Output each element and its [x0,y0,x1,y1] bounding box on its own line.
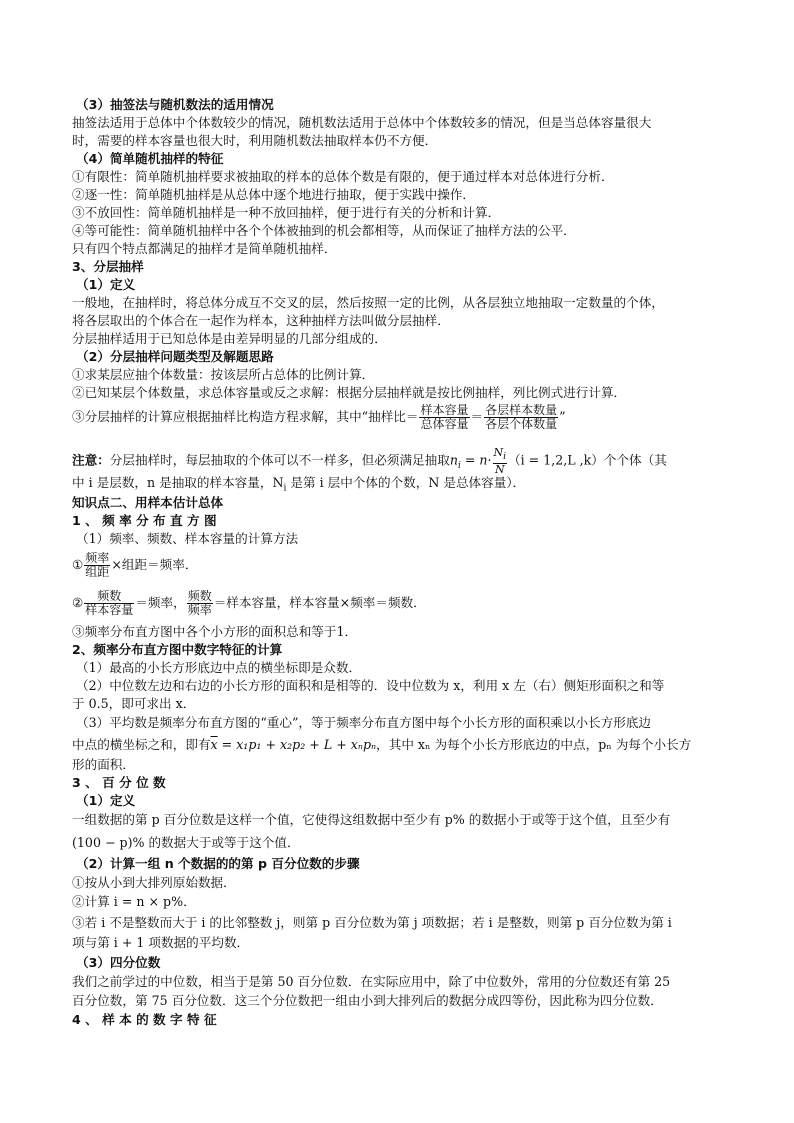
paragraph-line: 只有四个特点都满足的抽样才是简单随机抽样． [72,241,337,256]
list-item: ①求某层应抽个体数量：按该层所占总体的比例计算． [72,367,375,382]
paragraph-line: 形的面积． [72,757,135,772]
paragraph-line: 我们之前学过的中位数，相当于是第 50 百分位数．在实际应用中，除了中位数外，常用的分位数还有第 25 [72,974,671,989]
list-item: ②已知某层个体数量，求总体容量或反之求解：根据分层抽样就是按比例抽样，列比例式进行计算． [72,385,627,400]
list-item: （3）平均数是频率分布直方图的“重心”，等于频率分布直方图中每个小长方形的面积乘以小长方形底边 [76,715,652,730]
paragraph-line: 分层抽样适用于已知总体是由差异明显的几部分组成的． [72,331,387,346]
paragraph-line: 项与第 i + 1 项数据的平均数． [72,935,250,950]
note-stratified-allocation: 注意：分层抽样时，每层抽取的个体可以不一样多，但必须满足抽取$n_i = n\cdot$ $\frac{N_i}{N}$ （i = 1,2,L ,k）个个体（其 [72,446,667,477]
section-heading-frequency-histogram: 1 、 频 率 分 布 直 方 图 [72,513,217,528]
fraction-Ni-over-N: $\frac{N_i}{N}$ [493,446,507,477]
paragraph-line: 百分位数，第 75 百分位数．这三个分位数把一组由小到大排列后的数据分成四等份，因此称为四分位数． [72,993,663,1008]
heading-srs-features: （4）简单随机抽样的特征 [76,151,224,166]
fraction-layer-sample-over-layer-count: $\frac{\text{各层样本数量}}{\text{各层个体数量}}$ [485,403,558,431]
fraction-frequency-over-width: $\frac{\text{频率}}{\text{组距}}$ [85,551,110,579]
list-item: ②计算 i = n × p%． [72,894,196,909]
list-item: ①按从小到大排列原始数据． [72,875,236,890]
heading-lottery-random-number-applicability: （3）抽签法与随机数法的适用情况 [76,97,274,112]
fraction-sample-over-population: $\frac{\text{样本容量}}{\text{总体容量}}$ [420,403,469,431]
paragraph-line: 抽签法适用于总体中个体数较少的情况，随机数法适用于总体中个体数较多的情况，但是当总体容量很大 [72,115,652,130]
formula-frequency-over-class-width: ① $\frac{\text{频率}}{\text{组距}}$ ×组距＝频率． [72,551,198,579]
list-item-sampling-ratio: ③分层抽样的计算应根据抽样比构造方程求解，其中“抽样比＝ $\frac{\text{样本容量}}{\text{总体容量}}$ ＝ $\frac{\text{各层样本数量}}{\text{各层个体数量}}$ ” [72,403,566,431]
paragraph-line: 时，需要的样本容量也很大时，利用随机数法抽取样本仍不方便． [72,133,438,148]
paragraph-line: 中 i 是层数，n 是抽取的样本容量，$N_i$ 是第 i 层中个体的个数，N 是总体容量）． [72,475,526,494]
list-item: （2）中位数左边和右边的小长方形的面积和是相等的．设中位数为 x，利用 x 左（右）侧矩形面积之和等 [76,678,665,693]
paragraph-line: 一般地，在抽样时，将总体分成互不交叉的层，然后按照一定的比例，从各层独立地抽取一定数量的个体， [72,295,664,310]
fraction-count-over-sample-size: $\frac{\text{频数}}{\text{样本容量}}$ [85,589,134,617]
paragraph-line-mean-formula: 中点的横坐标之和，即有$\overline{x} = x_1p_1 + x_2p_2 + L + x_np_n$，其中 xₙ 为每个小长方形底边的中点，pₙ 为每个小长方 [72,737,692,752]
subheading-percentile-steps: （2）计算一组 n 个数据的的第 p 百分位数的步骤 [76,856,360,871]
section-heading-histogram-statistics: 2、频率分布直方图中数字特征的计算 [72,642,283,657]
subheading-definition: （1）定义 [76,793,136,808]
subheading-definition: （1）定义 [76,277,136,292]
subheading-calculation-methods: （1）频率、频数、样本容量的计算方法 [76,531,299,546]
list-item: ③若 i 不是整数而大于 i 的比邻整数 j，则第 p 百分位数为第 j 项数据；若 i 是整数，则第 p 百分位数为第 i [72,915,672,930]
paragraph-line: 于 0.5，即可求出 x． [72,696,196,711]
subheading-quartiles: （3）四分位数 [76,955,161,970]
formula-frequency-count: ② $\frac{\text{频数}}{\text{样本容量}}$ ＝频率， $\frac{\text{频数}}{\text{频率}}$ ＝样本容量，样本容量×频率＝频数． [72,589,426,617]
section-heading-sample-numerical-features: 4 、 样 本 的 数 字 特 征 [72,1012,217,1027]
list-item: （1）最高的小长方形底边中点的横坐标即是众数． [76,660,362,675]
list-item: ③频率分布直方图中各个小方形的面积总和等于1． [72,624,358,639]
paragraph-line: 将各层取出的个体合在一起作为样本，这种抽样方法叫做分层抽样． [72,313,450,328]
fraction-count-over-frequency: $\frac{\text{频数}}{\text{频率}}$ [187,589,212,617]
subheading-problem-types: （2）分层抽样问题类型及解题思路 [76,349,274,364]
list-item: ③不放回性：简单随机抽样是一种不放回抽样，便于进行有关的分析和计算． [72,205,501,220]
paragraph-line: 一组数据的第 p 百分位数是这样一个值，它使得这组数据中至少有 p% 的数据小于或等于这个值，且至少有 [72,812,671,827]
paragraph-line: (100 − p)% 的数据大于或等于这个值． [72,835,300,850]
list-item: ④等可能性：简单随机抽样中各个个体被抽到的机会都相等，从而保证了抽样方法的公平． [72,223,576,238]
list-item: ①有限性：简单随机抽样要求被抽取的样本的总体个数是有限的，便于通过样本对总体进行分析． [72,169,614,184]
section-heading-stratified-sampling: 3、分层抽样 [72,259,144,274]
list-item: ②逐一性：简单随机抽样是从总体中逐个地进行抽取，便于实践中操作． [72,187,475,202]
section-heading-knowledge-point-2: 知识点二、用样本估计总体 [72,495,224,510]
section-heading-percentile: 3 、 百 分 位 数 [72,775,166,790]
